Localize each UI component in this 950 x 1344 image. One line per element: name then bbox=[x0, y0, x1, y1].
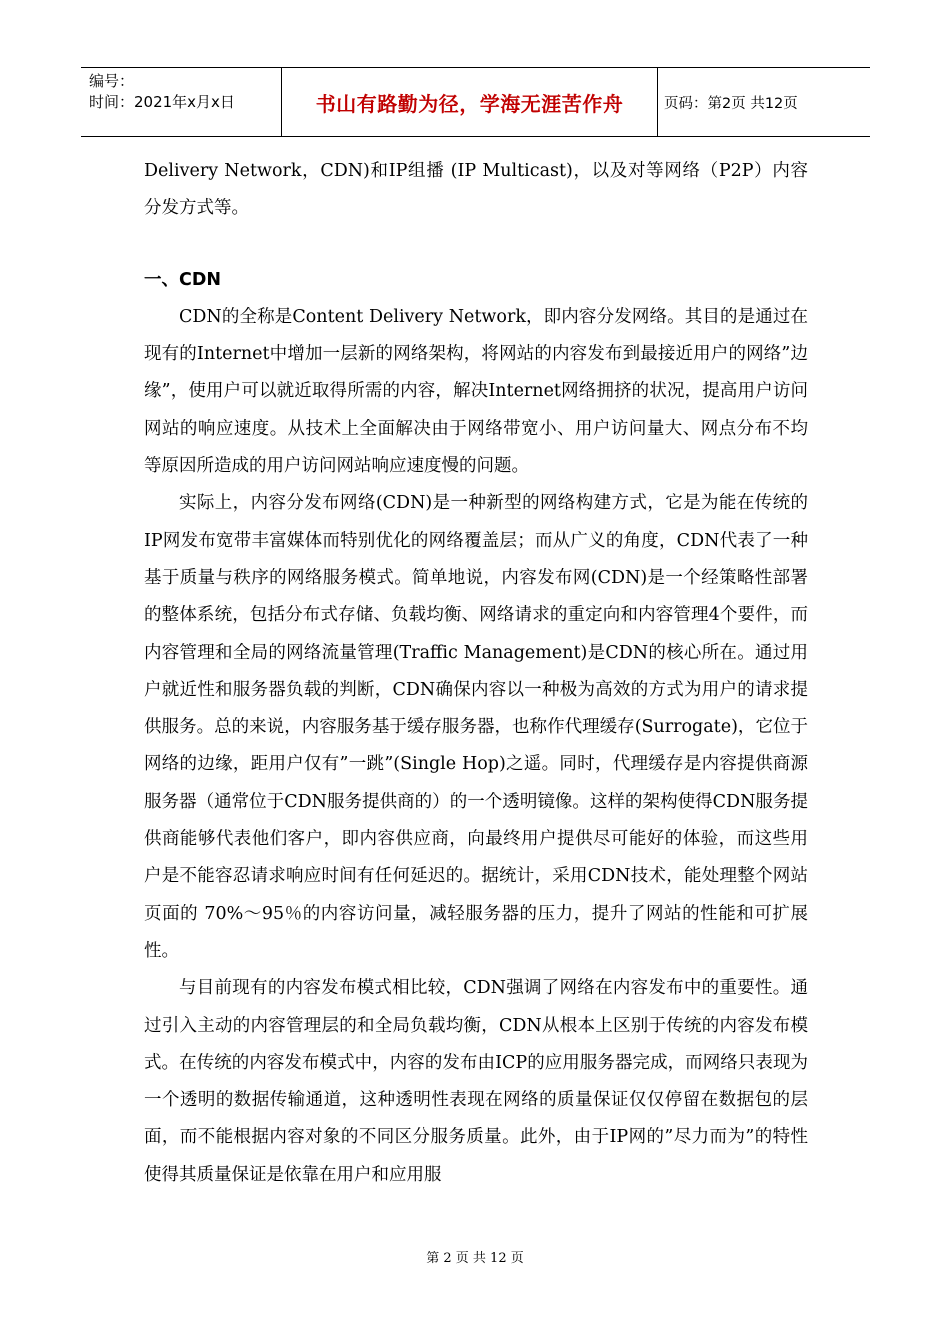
body-paragraph: CDN的全称是Content Delivery Network，即内容分发网络。其目的是通过在现有的Internet中增加一层新的网络架构，将网站的内容发布到最接近用户的网络”边缘”，使用户可以就近取得所需的内容，解决Internet网络拥挤的状况，提高用户访问网站的响应速度。从技术上全面解决由于网络带宽小、用户访问量大、网点分布不均等原因所造成的用户访问网站响应速度慢的问题。 bbox=[144, 306, 808, 477]
document-time-label: 时间：2021年x月x日 bbox=[89, 93, 235, 111]
page-header bbox=[81, 67, 870, 137]
section-heading: 一、CDN bbox=[144, 269, 222, 290]
document-body bbox=[144, 153, 808, 1194]
body-paragraph: 实际上，内容分发布网络(CDN)是一种新型的网络构建方式，它是为能在传统的IP网发布宽带丰富媒体而特别优化的网络覆盖层；而从广义的角度，CDN代表了一种基于质量与秩序的网络服务模式。简单地说，内容发布网(CDN)是一个经策略性部署的整体系统，包括分布式存储、负载均衡、网络请求的重定向和内容管理4个要件，而内容管理和全局的网络流量管理(Traffic Management)是CDN的核心所在。通过用户就近性和服务器负载的判断，CDN确保内容以一种极为高效的方式为用户的请求提供服务。总的来说，内容服务基于缓存服务器，也称作代理缓存(Surrogate)，它位于网络的边缘，距用户仅有”一跳”(Single Hop)之遥。同时，代理缓存是内容提供商源服务器（通常位于CDN服务提供商的）的一个透明镜像。这样的架构使得CDN服务提供商能够代表他们客户，即内容供应商，向最终用户提供尽可能好的体验，而这些用户是不能容忍请求响应时间有任何延迟的。据统计，采用CDN技术，能处理整个网站页面的 70%～95％的内容访问量，减轻服务器的压力，提升了网站的性能和可扩展性。 bbox=[144, 493, 808, 961]
intro-paragraph: Delivery Network，CDN)和IP组播 (IP Multicast)，以及对等网络（P2P）内容分发方式等。 bbox=[144, 161, 808, 219]
header-meta bbox=[81, 68, 282, 136]
header-motto: 书山有路勤为径，学海无涯苦作舟 bbox=[282, 68, 658, 136]
page-footer: 第 2 页 共 12 页 bbox=[426, 1251, 524, 1266]
document-number-label: 编号： bbox=[89, 72, 135, 90]
header-page-info: 页码：第2页 共12页 bbox=[664, 95, 798, 112]
body-paragraph: 与目前现有的内容发布模式相比较，CDN强调了网络在内容发布中的重要性。通过引入主动的内容管理层的和全局负载均衡，CDN从根本上区别于传统的内容发布模式。在传统的内容发布模式中，内容的发布由ICP的应用服务器完成，而网络只表现为一个透明的数据传输通道，这种透明性表现在网络的质量保证仅仅停留在数据包的层面，而不能根据内容对象的不同区分服务质量。此外，由于IP网的”尽力而为”的特性使得其质量保证是依靠在用户和应用服 bbox=[144, 978, 808, 1185]
